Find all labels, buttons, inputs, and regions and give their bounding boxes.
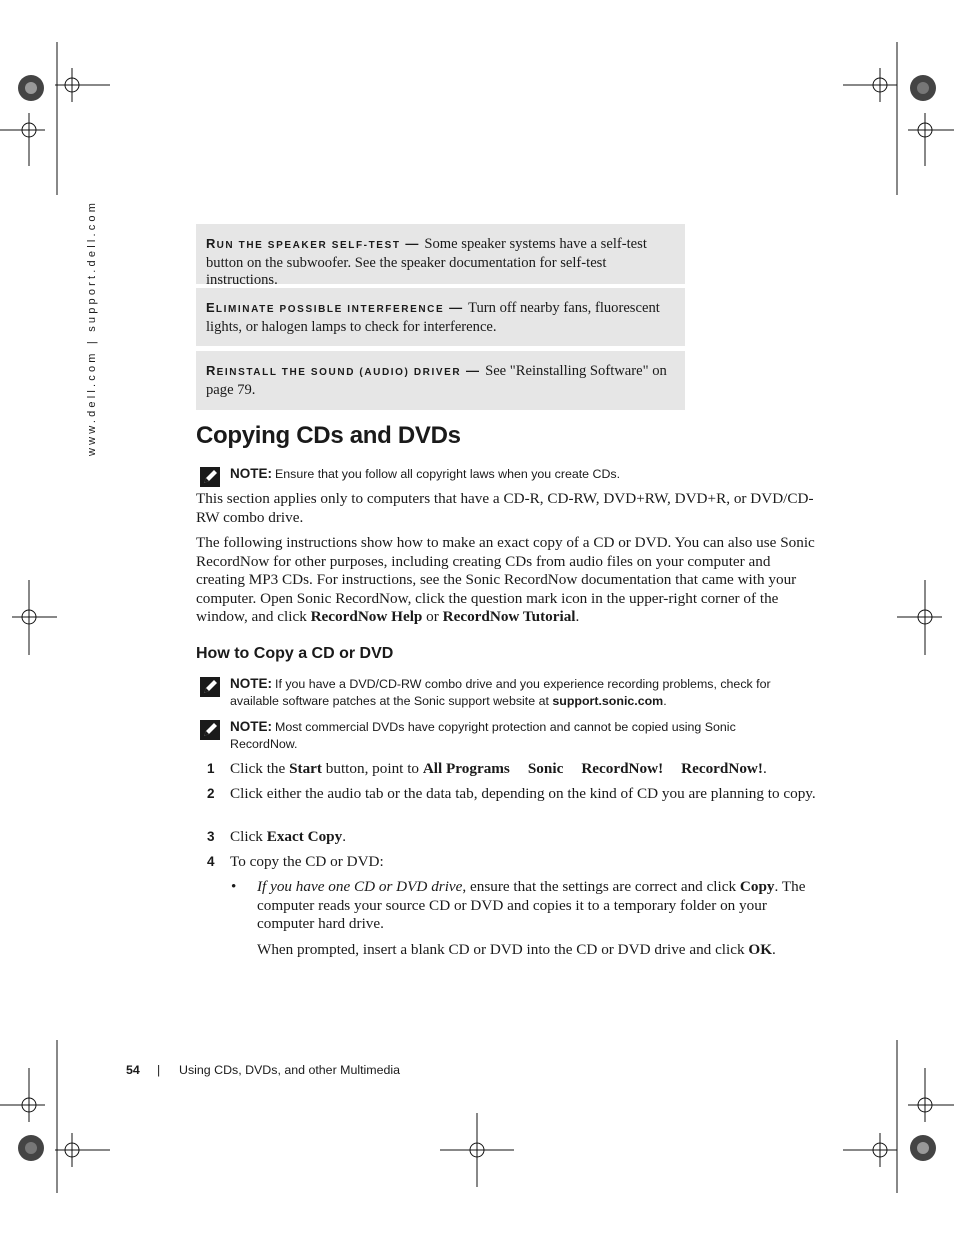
step-1: 1 Click the Start button, point to All Programs Sonic RecordNow! RecordNow!. xyxy=(207,760,767,777)
note-pencil-icon xyxy=(200,720,220,740)
support-link[interactable]: support.sonic.com xyxy=(552,694,664,708)
tip-text: See "Reinstalling Software" on page 79. xyxy=(206,363,667,398)
starburst-tr xyxy=(910,75,936,101)
tip-lead: ELIMINATE POSSIBLE INTERFERENCE xyxy=(206,300,445,315)
starburst-bl xyxy=(18,1135,44,1161)
page-number: 54 xyxy=(126,1063,140,1077)
step-3: 3 Click Exact Copy. xyxy=(207,828,347,845)
tip-text: Some speaker systems have a self-test button on the subwoofer. See the speaker documentation for self-test instructions. xyxy=(206,236,647,288)
tip-speaker-self-test: RUN THE SPEAKER SELF-TEST — Some speaker systems have a self-test button on the subwoofer. See the speaker documentation for self-test instructions. xyxy=(196,224,685,284)
bullet-follow-up: When prompted, insert a blank CD or DVD into the CD or DVD drive and click OK. xyxy=(257,941,776,958)
paragraph-instructions: The following instructions show how to make an exact copy of a CD or DVD. You can also use Sonic RecordNow for other purposes, including creating CDs from audio files on your computer and creating MP3 CDs. For instructions, see the Sonic RecordNow documentation that came with your computer. Open Sonic RecordNow, click the question mark icon in the upper-right corner of the window, and click RecordNow Help or RecordNow Tutorial. xyxy=(196,534,815,626)
note-pencil-icon xyxy=(200,677,220,697)
note-pencil-icon xyxy=(200,467,220,487)
tip-eliminate-interference: ELIMINATE POSSIBLE INTERFERENCE — Turn off nearby fans, fluorescent lights, or halogen lamps to check for interference. xyxy=(196,288,685,346)
starburst-tl xyxy=(18,75,44,101)
step-4: 4 To copy the CD or DVD: xyxy=(207,853,384,870)
side-url: www.dell.com | support.dell.com xyxy=(86,199,98,456)
note-combo-drive: NOTE: If you have a DVD/CD-RW combo drive and you experience recording problems, check for available software patches at the Sonic support website at support.sonic.com. xyxy=(200,675,800,710)
bullet-one-drive: • If you have one CD or DVD drive, ensure that the settings are correct and click Copy. The computer reads your source CD or DVD and copies it to a temporary folder on your computer hard drive. xyxy=(231,878,806,933)
footer-separator: | xyxy=(157,1063,161,1077)
paragraph-applies: This section applies only to computers that have a CD-R, CD-RW, DVD+RW, DVD+R, or DVD/CD-RW combo drive. xyxy=(196,490,814,526)
step-2: 2 Click either the audio tab or the data tab, depending on the kind of CD you are planning to copy. xyxy=(207,785,816,802)
note-copy-protection: NOTE: Most commercial DVDs have copyright protection and cannot be copied using Sonic RecordNow. xyxy=(200,718,800,753)
section-heading: How to Copy a CD or DVD xyxy=(196,645,394,662)
tip-lead: RUN THE SPEAKER SELF-TEST xyxy=(206,236,401,251)
page-title: Copying CDs and DVDs xyxy=(196,422,461,449)
starburst-br xyxy=(910,1135,936,1161)
tip-reinstall-driver: REINSTALL THE SOUND (AUDIO) DRIVER — See "Reinstalling Software" on page 79. xyxy=(196,351,685,410)
tip-text: Turn off nearby fans, fluorescent lights, or halogen lamps to check for interference. xyxy=(206,300,660,335)
note-copyright: NOTE: Ensure that you follow all copyright laws when you create CDs. xyxy=(200,465,800,483)
footer-chapter-title: Using CDs, DVDs, and other Multimedia xyxy=(179,1063,401,1077)
tip-lead: REINSTALL THE SOUND (AUDIO) DRIVER xyxy=(206,363,462,378)
